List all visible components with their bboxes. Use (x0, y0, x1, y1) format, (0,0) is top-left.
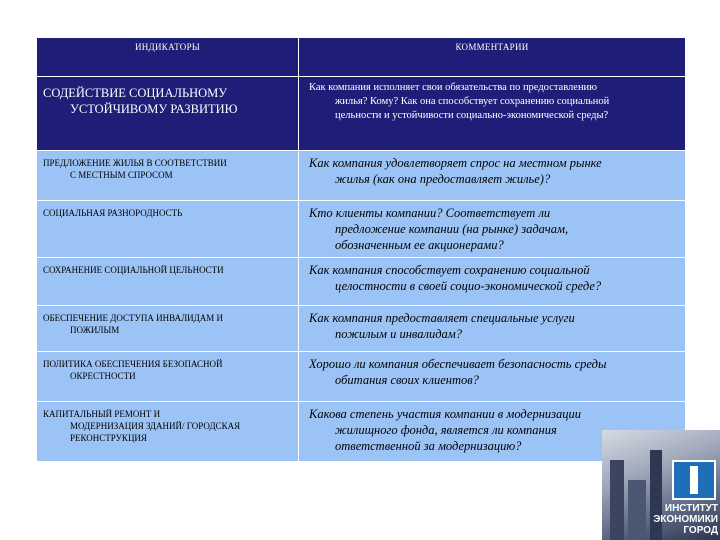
indicator-line: С МЕСТНЫМ СПРОСОМ (70, 170, 173, 180)
table-row (37, 201, 686, 258)
indicator-line: ПОЛИТИКА ОБЕСПЕЧЕНИЯ БЕЗОПАСНОЙ (43, 359, 223, 369)
comment-line: пожилым и инвалидам? (335, 327, 463, 341)
building-shape (628, 480, 646, 540)
comment-line: Как компания предоставляет специальные услуги (309, 311, 575, 325)
indicator-line: СОХРАНЕНИЕ СОЦИАЛЬНОЙ ЦЕЛЬНОСТИ (43, 265, 224, 275)
table-row (37, 151, 686, 201)
indicators-table (36, 37, 686, 462)
comment-line: целостности в своей социо-экономической среде? (335, 279, 602, 293)
comment-line: жилищного фонда, является ли компания (335, 423, 557, 437)
section-indicator-cell (37, 77, 299, 151)
comment-line: Как компания удовлетворяет спрос на местном рынке (309, 156, 602, 170)
logo-line: ГОРОД (683, 525, 718, 536)
indicator-line: РЕКОНСТРУКЦИЯ (70, 433, 147, 443)
comment-line: предложение компании (на рынке) задачам, (335, 222, 569, 236)
comment-line: Хорошо ли компания обеспечивает безопасность среды (309, 357, 607, 371)
section-row (37, 77, 686, 151)
table-row (37, 258, 686, 306)
indicator-line: ОКРЕСТНОСТИ (70, 371, 136, 381)
indicator-line: ОБЕСПЕЧЕНИЕ ДОСТУПА ИНВАЛИДАМ И (43, 313, 224, 323)
table-header-row (37, 38, 686, 77)
building-shape (610, 460, 624, 540)
comment-line: жилья (как она предоставляет жилье)? (335, 172, 551, 186)
header-indicators-label: ИНДИКАТОРЫ (134, 42, 201, 52)
comment-line: ответственной за модернизацию? (335, 439, 522, 453)
indicator-cell (37, 258, 299, 306)
section-comment-line: Как компания исполняет свои обязательства по предоставлению (309, 82, 598, 93)
table-row (37, 352, 686, 402)
table-row (37, 402, 686, 462)
indicator-cell (37, 151, 299, 201)
comment-line: Какова степень участия компании в модернизации (309, 407, 582, 421)
comment-cell (299, 151, 686, 201)
table-row (37, 306, 686, 352)
indicator-cell (37, 402, 299, 462)
indicator-line: ПОЖИЛЫМ (70, 325, 120, 335)
section-indicator-line: СОДЕЙСТВИЕ СОЦИАЛЬНОМУ (43, 86, 228, 100)
section-comment-cell (299, 77, 686, 151)
header-indicators (37, 38, 299, 77)
indicator-line: МОДЕРНИЗАЦИЯ ЗДАНИЙ/ ГОРОДСКАЯ (70, 421, 241, 431)
section-indicator-line: УСТОЙЧИВОМУ РАЗВИТИЮ (70, 102, 238, 116)
comment-line: Кто клиенты компании? Соответствует ли (309, 206, 551, 220)
section-comment-line: жилья? Кому? Как она способствует сохранению социальной (335, 96, 610, 107)
header-comments-label: КОММЕНТАРИИ (455, 42, 529, 52)
section-comment-line: цельности и устойчивости социально-экономической среды? (335, 110, 609, 121)
indicator-line: ПРЕДЛОЖЕНИЕ ЖИЛЬЯ В СООТВЕТСТВИИ (43, 158, 227, 168)
comment-line: обозначенным ее акционерами? (335, 238, 504, 252)
logo-line: ИНСТИТУТ (664, 503, 718, 514)
logo-badge-icon (672, 460, 716, 500)
header-comments (299, 38, 686, 77)
logo-text (653, 503, 718, 536)
institute-logo (602, 430, 720, 540)
logo-line: ЭКОНОМИКИ (653, 514, 718, 525)
indicator-cell (37, 352, 299, 402)
indicator-cell (37, 306, 299, 352)
comment-line: Как компания способствует сохранению социальной (309, 263, 590, 277)
comment-cell (299, 258, 686, 306)
comment-cell (299, 352, 686, 402)
comment-line: обитания своих клиентов? (335, 373, 479, 387)
indicator-cell (37, 201, 299, 258)
comment-cell (299, 306, 686, 352)
comment-cell (299, 201, 686, 258)
indicator-line: СОЦИАЛЬНАЯ РАЗНОРОДНОСТЬ (43, 208, 183, 218)
indicator-line: КАПИТАЛЬНЫЙ РЕМОНТ И (43, 409, 161, 419)
